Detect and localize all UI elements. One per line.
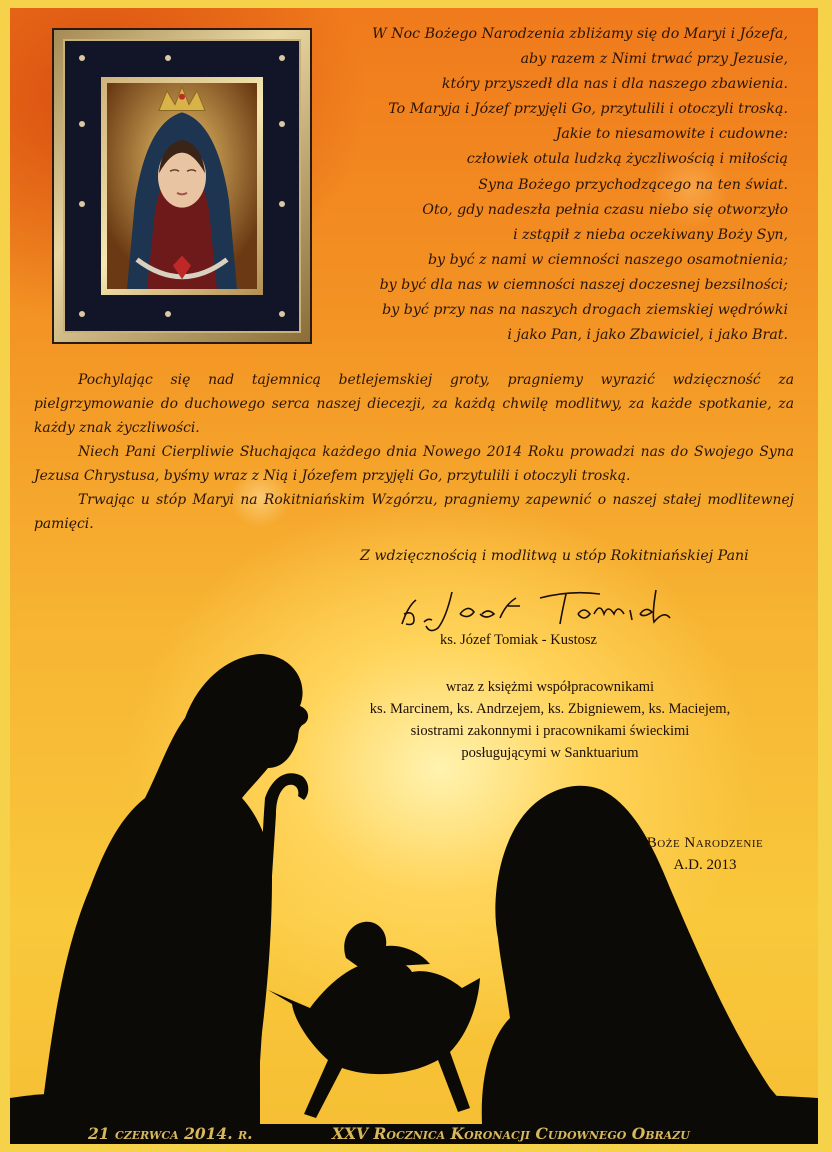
- coworkers-line: ks. Marcinem, ks. Andrzejem, ks. Zbigniewem, ks. Maciejem,: [369, 701, 731, 717]
- poem-line: człowiek otula ludzką życzliwością i miłością: [466, 151, 788, 168]
- poem-line: Jakie to niesamowite i cudowne:: [555, 126, 788, 143]
- poem-line: i zstąpił z nieba oczekiwany Boży Syn,: [513, 226, 788, 243]
- poem-line: aby razem z Nimi trwać przy Jezusie,: [520, 51, 788, 68]
- date-block: [610, 832, 800, 876]
- occasion-label: Boże Narodzenie: [646, 835, 764, 851]
- body-paragraph: Trwając u stóp Maryi na Rokitniańskim Wzgórzu, pragniemy zapewnić o naszej stałej modlitewnej pamięci.: [34, 492, 794, 532]
- crib-silhouette: [268, 961, 480, 1118]
- handwritten-signature: [390, 584, 690, 634]
- poem-line: Oto, gdy nadeszła pełnia czasu niebo się otworzyło: [422, 201, 788, 218]
- poem-line: i jako Pan, i jako Zbawiciel, i jako Brat.: [507, 327, 788, 344]
- coworkers-line: siostrami zakonnymi i pracownikami świeckimi: [410, 723, 690, 739]
- poem-line: W Noc Bożego Narodzenia zbliżamy się do Maryi i Józefa,: [372, 26, 788, 42]
- poem-line: Syna Bożego przychodzącego na ten świat.: [478, 176, 788, 193]
- footer-anniversary: XXV Rocznica Koronacji Cudownego Obrazu: [332, 1124, 690, 1143]
- year-label: A.D. 2013: [673, 857, 737, 873]
- footer: [10, 1124, 818, 1144]
- coworkers-line: wraz z księżmi współpracownikami: [445, 679, 655, 695]
- poem-line: To Maryja i Józef przyjęli Go, przytulili i otoczyli troską.: [388, 101, 788, 118]
- infant-silhouette: [344, 922, 430, 968]
- greeting-card: [10, 8, 818, 1144]
- closing-line: Z wdzięcznością i modlitwą u stóp Rokitniańskiej Pani: [360, 548, 749, 564]
- icon-border: [63, 39, 301, 333]
- poem: [308, 22, 788, 348]
- poem-line: by być dla nas w ciemności naszej doczesnej bezsilności;: [379, 276, 788, 293]
- poem-line: by być przy nas na naszych drogach ziemskiej wędrówki: [382, 302, 788, 319]
- madonna-painting: [101, 77, 263, 295]
- madonna-image: [107, 83, 257, 289]
- nativity-silhouette: [10, 628, 818, 1144]
- letter-body: [34, 368, 794, 536]
- footer-date: 21 czerwca 2014. r.: [88, 1124, 253, 1143]
- body-paragraph: Pochylając się nad tajemnicą betlejemskiej groty, pragniemy wyrazić wdzięczność za pielgrzymowanie do duchowego serca naszej diecezji, za każdą chwilę modlitwy, za każde spotkanie, za każdy znak życzliwości.: [34, 372, 794, 436]
- poem-line: by być z nami w ciemności naszego osamotnienia;: [427, 251, 788, 268]
- body-paragraph: Niech Pani Cierpliwie Słuchająca każdego dnia Nowego 2014 Roku prowadzi nas do Swojego Syna Jezusa Chrystusa, byśmy wraz z Nią i Józefem przyjęli Go, przytulili i otoczyli troską.: [34, 444, 794, 484]
- signer-name: ks. Józef Tomiak - Kustosz: [440, 632, 597, 648]
- coworkers-line: posługującymi w Sanktuarium: [461, 745, 639, 761]
- poem-line: który przyszedł dla nas i dla naszego zbawienia.: [441, 76, 788, 93]
- madonna-icon-frame: [54, 30, 310, 342]
